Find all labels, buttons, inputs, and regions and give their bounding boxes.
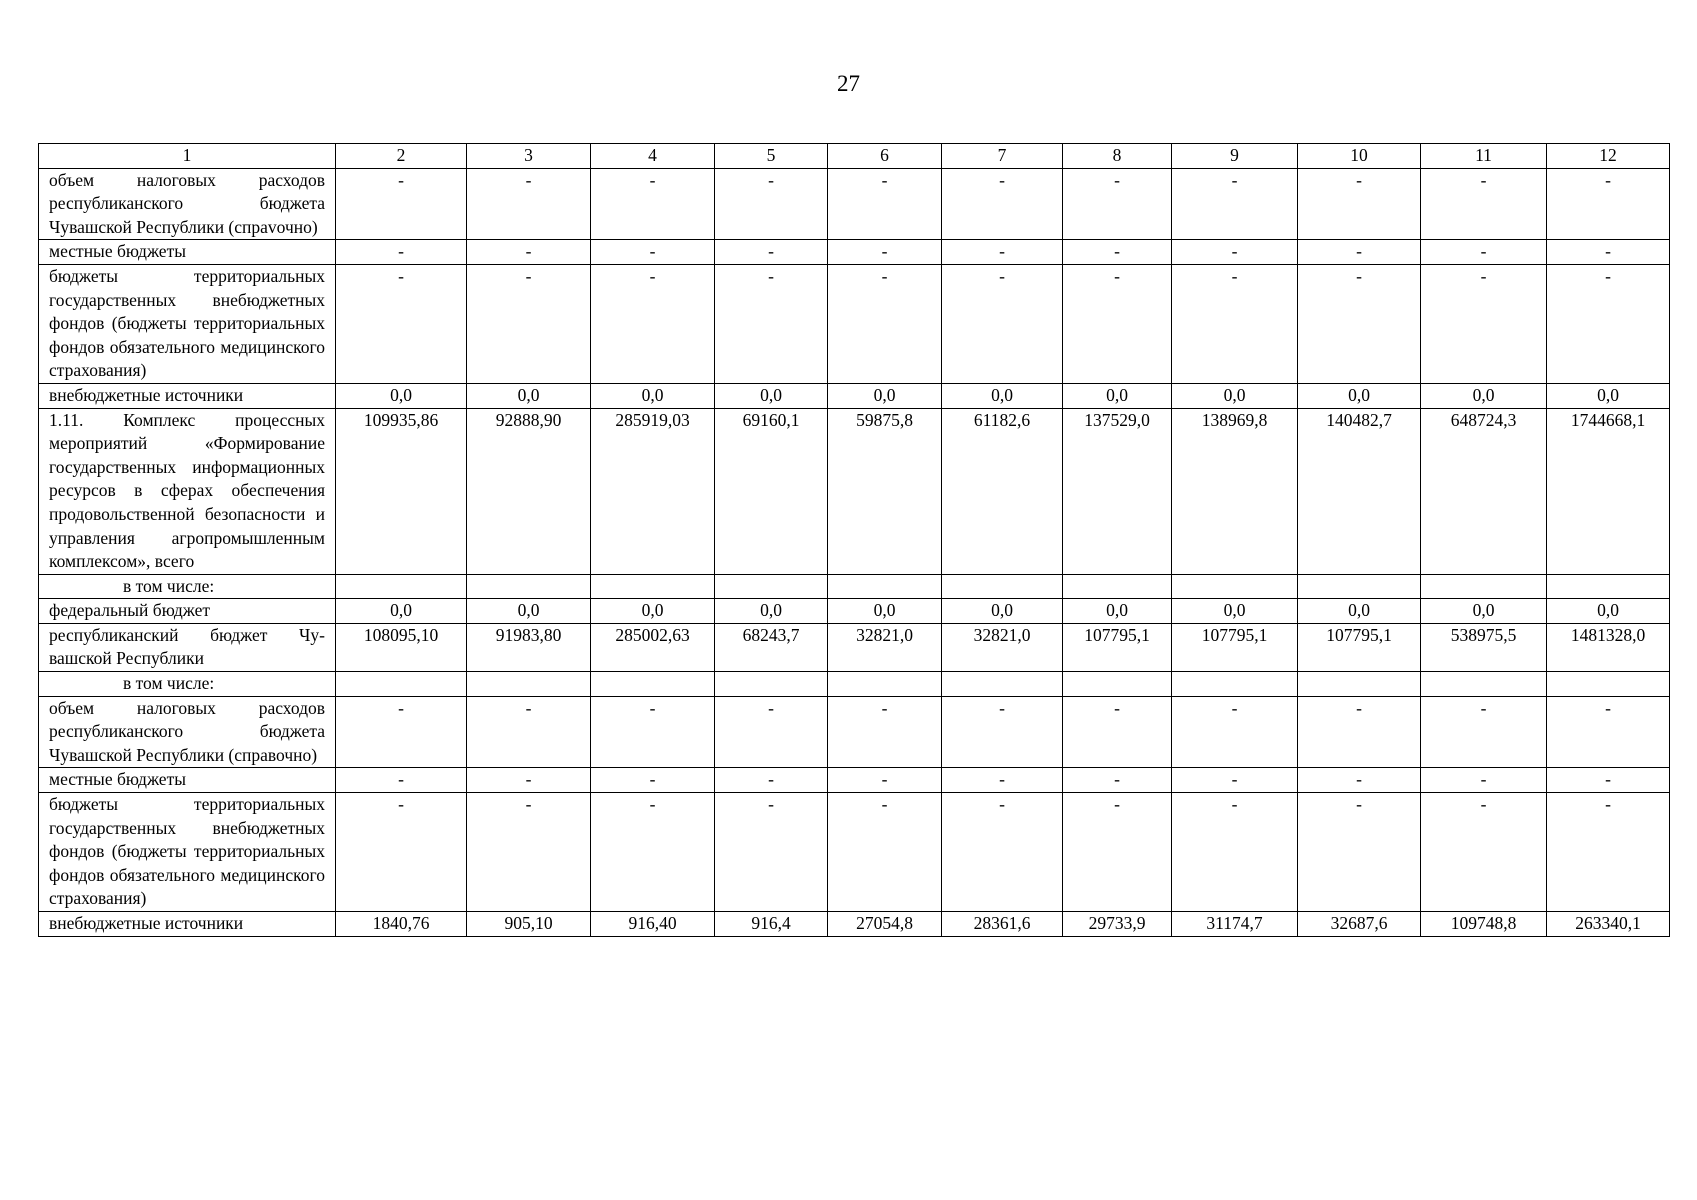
row-label: в том числе: <box>39 672 336 697</box>
table-cell <box>1421 672 1547 697</box>
table-cell: 140482,7 <box>1298 408 1421 574</box>
table-cell: - <box>828 768 942 793</box>
table-cell: - <box>1172 264 1298 383</box>
table-cell <box>1172 672 1298 697</box>
table-cell: - <box>1298 168 1421 240</box>
table-cell: 0,0 <box>942 599 1063 624</box>
table-cell: 107795,1 <box>1063 623 1172 671</box>
table-cell <box>467 574 591 599</box>
table-cell: - <box>467 168 591 240</box>
table-cell: - <box>1063 768 1172 793</box>
table-row <box>39 168 1670 240</box>
table-cell: 32821,0 <box>828 623 942 671</box>
row-label: федеральный бюджет <box>39 599 336 624</box>
table-row <box>39 408 1670 574</box>
table-cell: - <box>1421 696 1547 768</box>
table-cell <box>1298 672 1421 697</box>
row-label: внебюджетные источники <box>39 912 336 937</box>
table-cell: 109748,8 <box>1421 912 1547 937</box>
table-cell: 107795,1 <box>1298 623 1421 671</box>
table-cell: - <box>1172 768 1298 793</box>
table-cell: 0,0 <box>467 599 591 624</box>
table-cell: 0,0 <box>715 383 828 408</box>
column-number: 2 <box>336 144 467 169</box>
table-cell: - <box>336 793 467 912</box>
table-cell: 109935,86 <box>336 408 467 574</box>
column-number: 5 <box>715 144 828 169</box>
table-cell: 0,0 <box>828 599 942 624</box>
table-cell: 916,4 <box>715 912 828 937</box>
page-number: 27 <box>837 71 860 96</box>
table-cell: - <box>1421 168 1547 240</box>
table-cell <box>715 574 828 599</box>
table-cell: - <box>1172 168 1298 240</box>
row-label: местные бюджеты <box>39 768 336 793</box>
column-number: 12 <box>1547 144 1670 169</box>
table-cell: - <box>336 696 467 768</box>
column-number: 4 <box>591 144 715 169</box>
table-cell <box>942 672 1063 697</box>
table-cell: 0,0 <box>1298 383 1421 408</box>
table-cell: 0,0 <box>715 599 828 624</box>
table-cell: 0,0 <box>467 383 591 408</box>
table-cell: 31174,7 <box>1172 912 1298 937</box>
table-cell: 1481328,0 <box>1547 623 1670 671</box>
column-number: 7 <box>942 144 1063 169</box>
table-cell: - <box>1421 768 1547 793</box>
table-cell <box>591 672 715 697</box>
row-label: 1.11. Комплекс процессных мероприятий «Формирование государственных информационных ресурсов в сферах обеспечения продовольственной безопасности и управления агропромышленным комплексом», всего <box>39 408 336 574</box>
table-cell: 32687,6 <box>1298 912 1421 937</box>
table-cell: - <box>1063 696 1172 768</box>
table-cell: - <box>1172 793 1298 912</box>
table-cell: - <box>591 768 715 793</box>
table-cell <box>1063 574 1172 599</box>
table-cell: - <box>1547 168 1670 240</box>
column-number-row <box>39 144 1670 169</box>
table-cell <box>1172 574 1298 599</box>
row-label: бюджеты территориальных государственных внебюджетных фондов (бюджеты территориальных фондов обязательного медицинского страхования) <box>39 793 336 912</box>
table-row <box>39 768 1670 793</box>
table-cell: - <box>1063 793 1172 912</box>
table-cell: 0,0 <box>1421 599 1547 624</box>
table-cell: - <box>591 168 715 240</box>
table-cell: - <box>1547 240 1670 265</box>
table-cell: - <box>942 793 1063 912</box>
table-cell: - <box>1547 768 1670 793</box>
table-cell: - <box>828 240 942 265</box>
table-cell: 0,0 <box>1063 599 1172 624</box>
table-cell: 0,0 <box>828 383 942 408</box>
column-number: 10 <box>1298 144 1421 169</box>
table-cell <box>828 672 942 697</box>
table-cell: - <box>467 793 591 912</box>
table-cell: 107795,1 <box>1172 623 1298 671</box>
table-cell <box>467 672 591 697</box>
table-cell: - <box>1298 240 1421 265</box>
table-cell: - <box>1547 264 1670 383</box>
table-cell: 68243,7 <box>715 623 828 671</box>
table-cell: - <box>1421 240 1547 265</box>
table-cell: - <box>942 168 1063 240</box>
table-cell: - <box>336 768 467 793</box>
table-cell: 108095,10 <box>336 623 467 671</box>
table-row <box>39 574 1670 599</box>
table-cell: - <box>942 240 1063 265</box>
row-label: в том числе: <box>39 574 336 599</box>
table-row <box>39 672 1670 697</box>
table-cell: 0,0 <box>1298 599 1421 624</box>
table-cell: 285002,63 <box>591 623 715 671</box>
table-cell: 0,0 <box>1063 383 1172 408</box>
column-number: 3 <box>467 144 591 169</box>
table-cell: 285919,03 <box>591 408 715 574</box>
table-cell: - <box>467 240 591 265</box>
table-cell: - <box>1298 793 1421 912</box>
table-cell: 1744668,1 <box>1547 408 1670 574</box>
column-number: 9 <box>1172 144 1298 169</box>
row-label: внебюджетные источники <box>39 383 336 408</box>
table-row <box>39 793 1670 912</box>
table-cell: - <box>336 240 467 265</box>
table-cell <box>1421 574 1547 599</box>
table-cell: - <box>828 793 942 912</box>
table-body <box>39 144 1670 937</box>
table-row <box>39 599 1670 624</box>
table-cell: 648724,3 <box>1421 408 1547 574</box>
table-cell: - <box>467 264 591 383</box>
table-cell: - <box>942 264 1063 383</box>
table-cell: - <box>828 696 942 768</box>
table-row <box>39 696 1670 768</box>
table-row <box>39 623 1670 671</box>
table-cell: 0,0 <box>1547 383 1670 408</box>
table-cell: - <box>1063 264 1172 383</box>
table-cell: 91983,80 <box>467 623 591 671</box>
table-cell: - <box>715 240 828 265</box>
table-cell: 29733,9 <box>1063 912 1172 937</box>
table-cell <box>1298 574 1421 599</box>
table-cell: 916,40 <box>591 912 715 937</box>
table-cell: - <box>591 696 715 768</box>
table-cell <box>1547 574 1670 599</box>
table-cell: 538975,5 <box>1421 623 1547 671</box>
table-cell: - <box>715 264 828 383</box>
table-cell: 0,0 <box>1172 383 1298 408</box>
table-cell: - <box>715 168 828 240</box>
table-cell <box>591 574 715 599</box>
table-cell: 138969,8 <box>1172 408 1298 574</box>
table-cell: 92888,90 <box>467 408 591 574</box>
table-cell: - <box>336 168 467 240</box>
table-cell: 0,0 <box>336 383 467 408</box>
table-cell: - <box>715 696 828 768</box>
table-cell: 263340,1 <box>1547 912 1670 937</box>
table-cell: 27054,8 <box>828 912 942 937</box>
table-cell: - <box>1421 793 1547 912</box>
table-cell: 0,0 <box>1172 599 1298 624</box>
row-label: республиканский бюджет Чувашской Республики <box>39 623 336 671</box>
table-cell: - <box>591 264 715 383</box>
table-cell: - <box>1172 240 1298 265</box>
table-cell: 905,10 <box>467 912 591 937</box>
budget-table <box>38 143 1670 937</box>
table-cell: 61182,6 <box>942 408 1063 574</box>
table-cell <box>942 574 1063 599</box>
table-cell: 69160,1 <box>715 408 828 574</box>
table-cell: 0,0 <box>591 599 715 624</box>
table-row <box>39 383 1670 408</box>
table-row <box>39 912 1670 937</box>
table-cell: 32821,0 <box>942 623 1063 671</box>
table-cell <box>336 574 467 599</box>
table-cell: - <box>1298 264 1421 383</box>
table-cell: - <box>591 793 715 912</box>
table-cell <box>715 672 828 697</box>
row-label: объем налоговых расходов республиканского бюджета Чувашской Республики (справочно) <box>39 696 336 768</box>
table-row <box>39 240 1670 265</box>
column-number: 11 <box>1421 144 1547 169</box>
table-cell: 137529,0 <box>1063 408 1172 574</box>
table-cell: 0,0 <box>1421 383 1547 408</box>
table-cell: - <box>715 768 828 793</box>
table-cell <box>336 672 467 697</box>
table-cell: - <box>467 768 591 793</box>
table-cell: - <box>1421 264 1547 383</box>
table-cell: - <box>1547 696 1670 768</box>
column-number: 6 <box>828 144 942 169</box>
table-cell: 1840,76 <box>336 912 467 937</box>
table-cell: - <box>467 696 591 768</box>
table-row <box>39 264 1670 383</box>
table-cell: - <box>942 696 1063 768</box>
column-number: 1 <box>39 144 336 169</box>
table-cell: 0,0 <box>1547 599 1670 624</box>
table-cell: - <box>828 264 942 383</box>
table-cell: 59875,8 <box>828 408 942 574</box>
table-cell: - <box>1298 768 1421 793</box>
table-cell: - <box>591 240 715 265</box>
row-label: бюджеты территориальных государственных внебюджетных фондов (бюджеты территориальных фондов обязательного медицинского страхования) <box>39 264 336 383</box>
row-label: объем налоговых расходов республиканского бюджета Чувашской Республики (спраvочно) <box>39 168 336 240</box>
table-cell <box>1063 672 1172 697</box>
table-cell: - <box>828 168 942 240</box>
row-label: местные бюджеты <box>39 240 336 265</box>
column-number: 8 <box>1063 144 1172 169</box>
table-cell: 0,0 <box>336 599 467 624</box>
table-cell <box>1547 672 1670 697</box>
table-cell: - <box>1172 696 1298 768</box>
table-cell: - <box>1063 240 1172 265</box>
table-cell: 28361,6 <box>942 912 1063 937</box>
table-cell: - <box>1298 696 1421 768</box>
table-cell: - <box>1063 168 1172 240</box>
table-cell: - <box>715 793 828 912</box>
table-cell: 0,0 <box>591 383 715 408</box>
table-cell: - <box>1547 793 1670 912</box>
table-cell: 0,0 <box>942 383 1063 408</box>
table-cell <box>828 574 942 599</box>
table-cell: - <box>336 264 467 383</box>
table-cell: - <box>942 768 1063 793</box>
